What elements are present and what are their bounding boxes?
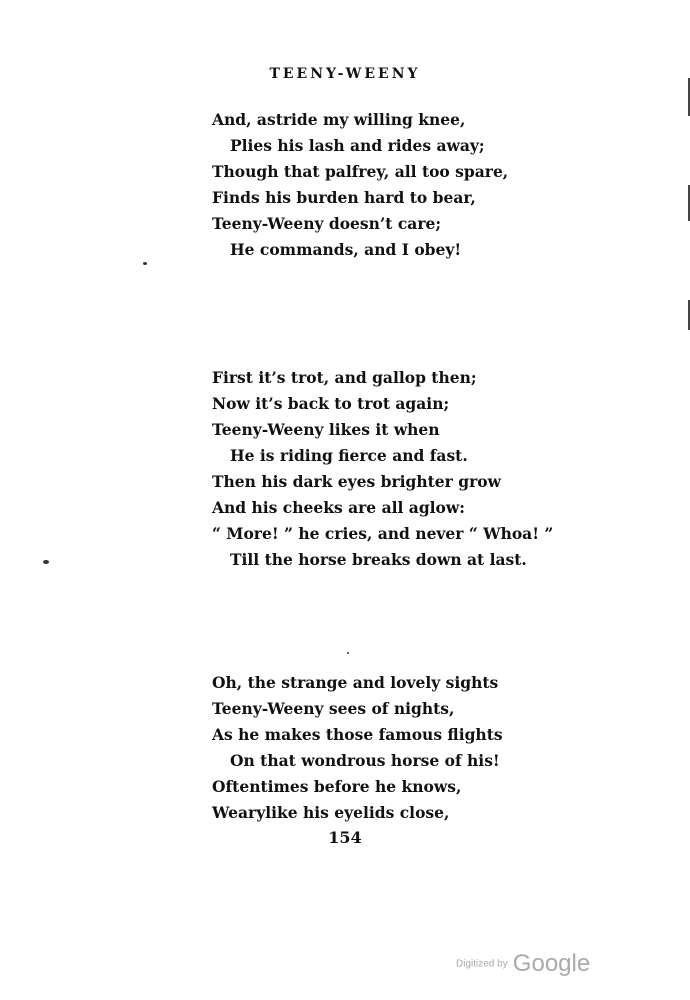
- stanza: [212, 107, 508, 263]
- poem-line: Plies his lash and rides away;: [230, 136, 485, 155]
- poem-line: Till the horse breaks down at last.: [230, 550, 527, 569]
- watermark-prefix: Digitized by: [456, 958, 508, 970]
- poem-line: Teeny-Weeny doesn’t care;: [212, 214, 442, 233]
- scan-speck: [43, 560, 49, 564]
- running-head: TEENY-WEENY: [269, 66, 421, 82]
- poem-line: Though that palfrey, all too spare,: [212, 162, 509, 181]
- poem-line: He is riding fierce and fast.: [230, 446, 468, 465]
- poem-line: On that wondrous horse of his!: [230, 751, 500, 770]
- poem-line: Wearylike his eyelids close,: [212, 803, 450, 822]
- stanza: [212, 670, 503, 826]
- page-number: 154: [328, 828, 362, 847]
- poem-line: As he makes those famous flights: [212, 725, 503, 744]
- digitized-watermark: [456, 950, 590, 978]
- poem-line: Teeny-Weeny likes it when: [212, 420, 440, 439]
- scan-speck: [143, 262, 147, 265]
- poem-line: Now it’s back to trot again;: [212, 394, 450, 413]
- scan-speck: [347, 652, 349, 654]
- poem-line: Teeny-Weeny sees of nights,: [212, 699, 455, 718]
- watermark-brand: Google: [512, 950, 591, 977]
- poem-line: And, astride my willing knee,: [212, 110, 466, 129]
- poem-line: Oftentimes before he knows,: [212, 777, 462, 796]
- poem-line: He commands, and I obey!: [230, 240, 462, 259]
- poem-line: First it’s trot, and gallop then;: [212, 368, 477, 387]
- poem-line: Oh, the strange and lovely sights: [212, 673, 499, 692]
- stanza: [212, 365, 553, 573]
- poem-line: Finds his burden hard to bear,: [212, 188, 476, 207]
- poem-line: Then his dark eyes brighter grow: [212, 472, 501, 491]
- poem-line: “ More! ” he cries, and never “ Whoa! ”: [212, 524, 554, 543]
- poem-line: And his cheeks are all aglow:: [212, 498, 465, 517]
